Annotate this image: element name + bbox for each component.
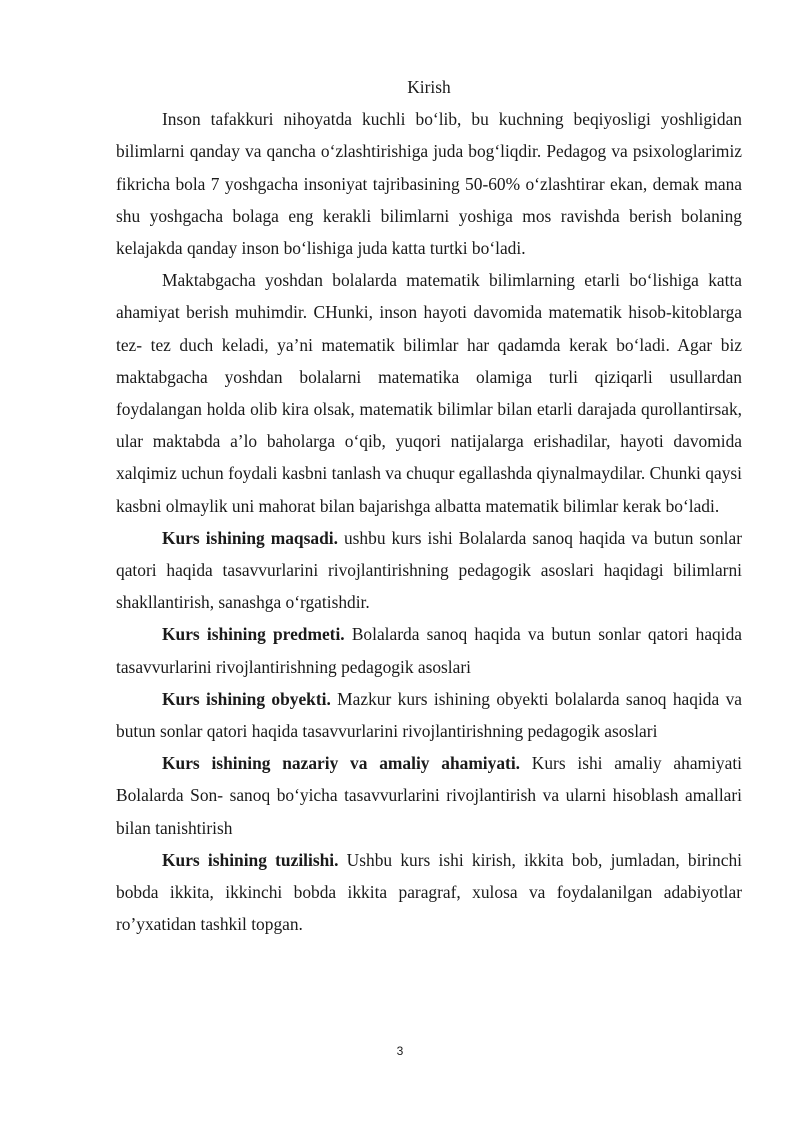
paragraph-text: Kurs ishi amaliy ahamiyati Bolalarda Son- sanoq bo‘yicha tasavvurlarini rivojlantirish va ularni hisoblash amallari bilan tanishtirish — [116, 753, 742, 838]
paragraph-text: ushbu kurs ishi Bolalarda sanoq haqida va butun sonlar qatori haqida tasavvurlarini rivojlantirishning pedagogik asoslari haqidagi bilimlarni shakllantirish, sanashga o‘rgatishdir. — [116, 527, 742, 613]
section-title: Kirish — [407, 77, 451, 97]
page-number: 3 — [396, 1044, 404, 1058]
paragraph-lead: Kurs ishining tuzilishi. — [162, 849, 339, 870]
paragraph-goal — [116, 522, 742, 619]
paragraph-lead: Kurs ishining nazariy va amaliy ahamiyati. — [162, 753, 520, 774]
page-content — [116, 71, 742, 940]
paragraph-structure — [116, 844, 742, 941]
paragraph-significance — [116, 747, 742, 844]
paragraph-text: Inson tafakkuri nihoyatda kuchli bo‘lib, bu kuchning beqiyosligi yoshligidan bilimlarni qanday va qancha o‘zlashtirishiga juda bog‘liqdir. Pedagog va psixologlarimiz fikricha bola 7 yoshgacha insoniyat tajribasining 50-60% o‘zlashtirar ekan, demak mana shu yoshgacha bolaga eng kerakli bilimlarni yoshiga mos ravishda berish bolaning kelajakda qanday inson bo‘lishiga juda katta turtki bo‘ladi. — [116, 109, 742, 259]
paragraph-introduction — [116, 103, 742, 264]
paragraph-text: Maktabgacha yoshdan bolalarda matematik bilimlarning etarli bo‘lishiga katta ahamiyat berish muhimdir. CHunki, inson hayoti davomida matematik hisob-kitoblarga tez- tez duch keladi, ya’ni matematik bilimlar har qadamda kerak bo‘ladi. Agar biz maktabgacha yoshdan bolalarni matematika olamiga turli qiziqarli usullardan foydalangan holda olib kira olsak, matematik bilimlar bilan etarli darajada qurollantirsak, ular maktabda a’lo baholarga o‘qib, yuqori natijalarga erishadilar, hayoti davomida xalqimiz uchun foydali kasbni tanlash va chuqur egallashda qiynalmaydilar. Chunki qaysi kasbni olmaylik uni mahorat bilan bajarishga albatta matematik bilimlar kerak bo‘ladi. — [116, 270, 742, 516]
paragraph-lead: Kurs ishining predmeti. — [162, 624, 345, 645]
paragraph-text: Bolalarda sanoq haqida va butun sonlar qatori haqida tasavvurlarini rivojlantirishning pedagogik asoslari — [116, 624, 742, 677]
paragraph-text: Ushbu kurs ishi kirish, ikkita bob, jumladan, birinchi bobda ikkita, ikkinchi bobda ikkita paragraf, xulosa va foydalanilgan adabiyotlar ro’yxatidan tashkil topgan. — [116, 849, 742, 935]
paragraph-math-importance — [116, 264, 742, 522]
paragraph-lead: Kurs ishining maqsadi. — [162, 527, 338, 548]
paragraph-lead: Kurs ishining obyekti. — [162, 688, 331, 709]
paragraph-text: Mazkur kurs ishining obyekti bolalarda sanoq haqida va butun sonlar qatori haqida tasavvurlarini rivojlantirishning pedagogik asoslari — [116, 688, 742, 742]
paragraph-subject — [116, 618, 742, 682]
paragraph-object — [116, 683, 742, 747]
